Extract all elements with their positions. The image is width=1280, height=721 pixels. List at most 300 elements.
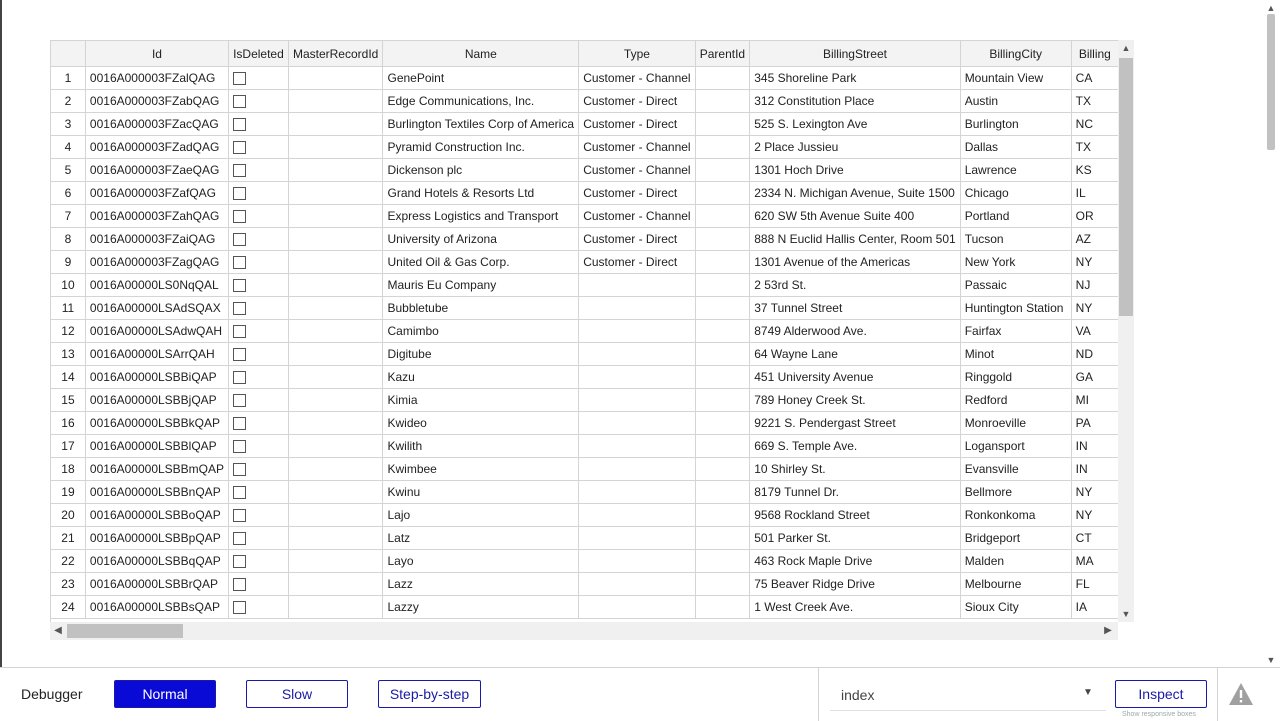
is-deleted-cell[interactable] [229,435,289,458]
type-cell[interactable]: Customer - Direct [579,182,695,205]
row-number-cell[interactable]: 4 [51,136,85,159]
column-header-isdeleted[interactable]: IsDeleted [229,41,289,67]
warning-icon[interactable] [1228,682,1254,706]
type-cell[interactable] [579,297,695,320]
is-deleted-checkbox[interactable] [233,348,246,361]
billing-street-cell[interactable]: 620 SW 5th Avenue Suite 400 [750,205,960,228]
billing-street-cell[interactable]: 8179 Tunnel Dr. [750,481,960,504]
vertical-scroll-thumb[interactable] [1119,58,1133,316]
is-deleted-cell[interactable] [229,159,289,182]
column-header-rownum[interactable] [51,41,85,67]
table-row[interactable] [51,458,1119,481]
name-cell[interactable]: Digitube [383,343,579,366]
id-cell[interactable]: 0016A00000LSBBrQAP [85,573,228,596]
is-deleted-cell[interactable] [229,90,289,113]
billing-street-cell[interactable]: 525 S. Lexington Ave [750,113,960,136]
column-header-name[interactable]: Name [383,41,579,67]
parent-id-cell[interactable] [695,550,750,573]
master-record-id-cell[interactable] [288,366,383,389]
billing-street-cell[interactable]: 669 S. Temple Ave. [750,435,960,458]
billing-state-cell[interactable]: IL [1071,182,1118,205]
row-number-cell[interactable]: 18 [51,458,85,481]
billing-city-cell[interactable]: Melbourne [960,573,1071,596]
parent-id-cell[interactable] [695,182,750,205]
billing-state-cell[interactable]: PA [1071,412,1118,435]
type-cell[interactable]: Customer - Direct [579,90,695,113]
type-cell[interactable] [579,481,695,504]
table-row[interactable] [51,527,1119,550]
master-record-id-cell[interactable] [288,481,383,504]
name-cell[interactable]: Bubbletube [383,297,579,320]
is-deleted-checkbox[interactable] [233,164,246,177]
id-cell[interactable]: 0016A00000LSBBjQAP [85,389,228,412]
is-deleted-checkbox[interactable] [233,95,246,108]
master-record-id-cell[interactable] [288,297,383,320]
is-deleted-cell[interactable] [229,596,289,619]
billing-state-cell[interactable]: NY [1071,481,1118,504]
billing-street-cell[interactable]: 1301 Hoch Drive [750,159,960,182]
billing-state-cell[interactable]: MA [1071,550,1118,573]
parent-id-cell[interactable] [695,297,750,320]
scroll-up-icon[interactable]: ▲ [1121,43,1131,53]
billing-city-cell[interactable]: New York [960,251,1071,274]
billing-street-cell[interactable]: 501 Parker St. [750,527,960,550]
name-cell[interactable]: Kazu [383,366,579,389]
type-cell[interactable] [579,504,695,527]
table-row[interactable] [51,136,1119,159]
billing-street-cell[interactable]: 2 53rd St. [750,274,960,297]
parent-id-cell[interactable] [695,159,750,182]
row-number-cell[interactable]: 17 [51,435,85,458]
name-cell[interactable]: Kimia [383,389,579,412]
is-deleted-checkbox[interactable] [233,394,246,407]
name-cell[interactable]: Camimbo [383,320,579,343]
is-deleted-checkbox[interactable] [233,118,246,131]
column-header-billingstreet[interactable]: BillingStreet [750,41,960,67]
billing-city-cell[interactable]: Ronkonkoma [960,504,1071,527]
billing-state-cell[interactable]: IN [1071,458,1118,481]
parent-id-cell[interactable] [695,113,750,136]
is-deleted-checkbox[interactable] [233,440,246,453]
column-header-billingcity[interactable]: BillingCity [960,41,1071,67]
is-deleted-checkbox[interactable] [233,302,246,315]
table-row[interactable] [51,205,1119,228]
id-cell[interactable]: 0016A00000LSBBpQAP [85,527,228,550]
billing-street-cell[interactable]: 10 Shirley St. [750,458,960,481]
billing-state-cell[interactable]: NJ [1071,274,1118,297]
billing-state-cell[interactable]: TX [1071,90,1118,113]
is-deleted-cell[interactable] [229,274,289,297]
row-number-cell[interactable]: 5 [51,159,85,182]
id-cell[interactable]: 0016A00000LSBBkQAP [85,412,228,435]
column-header-id[interactable]: Id [85,41,228,67]
is-deleted-cell[interactable] [229,343,289,366]
master-record-id-cell[interactable] [288,389,383,412]
table-row[interactable] [51,113,1119,136]
table-row[interactable] [51,297,1119,320]
parent-id-cell[interactable] [695,435,750,458]
name-cell[interactable]: Grand Hotels & Resorts Ltd [383,182,579,205]
row-number-cell[interactable]: 24 [51,596,85,619]
name-cell[interactable]: Dickenson plc [383,159,579,182]
master-record-id-cell[interactable] [288,113,383,136]
billing-street-cell[interactable]: 312 Constitution Place [750,90,960,113]
grid-vertical-scrollbar[interactable] [1118,40,1134,622]
step-by-step-mode-button[interactable]: Step-by-step [378,680,481,708]
is-deleted-checkbox[interactable] [233,233,246,246]
billing-city-cell[interactable]: Austin [960,90,1071,113]
is-deleted-cell[interactable] [229,412,289,435]
is-deleted-cell[interactable] [229,320,289,343]
table-row[interactable] [51,366,1119,389]
id-cell[interactable]: 0016A00000LS0NqQAL [85,274,228,297]
table-row[interactable] [51,90,1119,113]
name-cell[interactable]: Edge Communications, Inc. [383,90,579,113]
table-row[interactable] [51,343,1119,366]
master-record-id-cell[interactable] [288,136,383,159]
billing-city-cell[interactable]: Portland [960,205,1071,228]
is-deleted-cell[interactable] [229,205,289,228]
is-deleted-cell[interactable] [229,182,289,205]
is-deleted-checkbox[interactable] [233,509,246,522]
is-deleted-checkbox[interactable] [233,325,246,338]
type-cell[interactable] [579,274,695,297]
is-deleted-cell[interactable] [229,366,289,389]
master-record-id-cell[interactable] [288,573,383,596]
row-number-cell[interactable]: 9 [51,251,85,274]
billing-street-cell[interactable]: 2 Place Jussieu [750,136,960,159]
row-number-cell[interactable]: 12 [51,320,85,343]
billing-city-cell[interactable]: Minot [960,343,1071,366]
page-scroll-up-icon[interactable]: ▲ [1266,3,1276,13]
billing-city-cell[interactable]: Fairfax [960,320,1071,343]
id-cell[interactable]: 0016A000003FZacQAG [85,113,228,136]
master-record-id-cell[interactable] [288,343,383,366]
billing-city-cell[interactable]: Burlington [960,113,1071,136]
is-deleted-cell[interactable] [229,228,289,251]
row-number-cell[interactable]: 15 [51,389,85,412]
name-cell[interactable]: Express Logistics and Transport [383,205,579,228]
billing-state-cell[interactable]: CT [1071,527,1118,550]
name-cell[interactable]: United Oil & Gas Corp. [383,251,579,274]
type-cell[interactable]: Customer - Direct [579,251,695,274]
billing-state-cell[interactable]: IN [1071,435,1118,458]
table-row[interactable] [51,274,1119,297]
name-cell[interactable]: Pyramid Construction Inc. [383,136,579,159]
type-cell[interactable]: Customer - Direct [579,113,695,136]
billing-city-cell[interactable]: Monroeville [960,412,1071,435]
master-record-id-cell[interactable] [288,412,383,435]
billing-state-cell[interactable]: VA [1071,320,1118,343]
row-number-cell[interactable]: 2 [51,90,85,113]
type-cell[interactable] [579,458,695,481]
row-number-cell[interactable]: 20 [51,504,85,527]
table-row[interactable] [51,412,1119,435]
id-cell[interactable]: 0016A00000LSArrQAH [85,343,228,366]
table-row[interactable] [51,573,1119,596]
name-cell[interactable]: Kwimbee [383,458,579,481]
billing-state-cell[interactable]: NY [1071,297,1118,320]
parent-id-cell[interactable] [695,136,750,159]
row-number-cell[interactable]: 19 [51,481,85,504]
billing-street-cell[interactable]: 888 N Euclid Hallis Center, Room 501 [750,228,960,251]
billing-city-cell[interactable]: Mountain View [960,67,1071,90]
billing-street-cell[interactable]: 1301 Avenue of the Americas [750,251,960,274]
is-deleted-checkbox[interactable] [233,555,246,568]
is-deleted-checkbox[interactable] [233,210,246,223]
is-deleted-cell[interactable] [229,550,289,573]
master-record-id-cell[interactable] [288,90,383,113]
master-record-id-cell[interactable] [288,435,383,458]
is-deleted-cell[interactable] [229,573,289,596]
row-number-cell[interactable]: 6 [51,182,85,205]
is-deleted-cell[interactable] [229,504,289,527]
slow-mode-button[interactable]: Slow [246,680,348,708]
parent-id-cell[interactable] [695,228,750,251]
page-vertical-scrollbar[interactable] [1262,0,1280,668]
grid-horizontal-scrollbar[interactable] [50,622,1118,640]
row-number-cell[interactable]: 10 [51,274,85,297]
id-cell[interactable]: 0016A000003FZafQAG [85,182,228,205]
row-number-cell[interactable]: 23 [51,573,85,596]
is-deleted-checkbox[interactable] [233,256,246,269]
billing-city-cell[interactable]: Ringgold [960,366,1071,389]
name-cell[interactable]: GenePoint [383,67,579,90]
billing-state-cell[interactable]: NY [1071,504,1118,527]
billing-city-cell[interactable]: Evansville [960,458,1071,481]
row-number-cell[interactable]: 22 [51,550,85,573]
id-cell[interactable]: 0016A00000LSBBsQAP [85,596,228,619]
billing-street-cell[interactable]: 8749 Alderwood Ave. [750,320,960,343]
name-cell[interactable]: University of Arizona [383,228,579,251]
id-cell[interactable]: 0016A000003FZadQAG [85,136,228,159]
table-row[interactable] [51,228,1119,251]
billing-street-cell[interactable]: 2334 N. Michigan Avenue, Suite 1500 [750,182,960,205]
scroll-down-icon[interactable]: ▼ [1121,609,1131,619]
table-row[interactable] [51,481,1119,504]
billing-street-cell[interactable]: 64 Wayne Lane [750,343,960,366]
billing-state-cell[interactable]: CA [1071,67,1118,90]
id-cell[interactable]: 0016A000003FZahQAG [85,205,228,228]
id-cell[interactable]: 0016A00000LSBBmQAP [85,458,228,481]
id-cell[interactable]: 0016A000003FZabQAG [85,90,228,113]
id-cell[interactable]: 0016A000003FZaeQAG [85,159,228,182]
row-number-cell[interactable]: 16 [51,412,85,435]
row-number-cell[interactable]: 13 [51,343,85,366]
is-deleted-cell[interactable] [229,527,289,550]
master-record-id-cell[interactable] [288,458,383,481]
scroll-left-icon[interactable]: ◀ [54,625,62,636]
row-number-cell[interactable]: 21 [51,527,85,550]
billing-city-cell[interactable]: Bellmore [960,481,1071,504]
parent-id-cell[interactable] [695,90,750,113]
type-cell[interactable] [579,343,695,366]
type-cell[interactable] [579,366,695,389]
type-cell[interactable]: Customer - Channel [579,159,695,182]
is-deleted-cell[interactable] [229,481,289,504]
row-number-cell[interactable]: 14 [51,366,85,389]
table-row[interactable] [51,596,1119,619]
master-record-id-cell[interactable] [288,527,383,550]
type-cell[interactable]: Customer - Channel [579,136,695,159]
billing-street-cell[interactable]: 9221 S. Pendergast Street [750,412,960,435]
is-deleted-checkbox[interactable] [233,141,246,154]
type-cell[interactable] [579,435,695,458]
is-deleted-checkbox[interactable] [233,601,246,614]
type-cell[interactable] [579,573,695,596]
horizontal-scroll-thumb[interactable] [67,624,183,638]
billing-street-cell[interactable]: 463 Rock Maple Drive [750,550,960,573]
parent-id-cell[interactable] [695,343,750,366]
parent-id-cell[interactable] [695,504,750,527]
column-header-billing[interactable]: Billing [1071,41,1118,67]
type-cell[interactable] [579,389,695,412]
row-number-cell[interactable]: 7 [51,205,85,228]
table-row[interactable] [51,504,1119,527]
is-deleted-checkbox[interactable] [233,578,246,591]
is-deleted-checkbox[interactable] [233,532,246,545]
parent-id-cell[interactable] [695,274,750,297]
page-scroll-thumb[interactable] [1267,14,1275,150]
type-cell[interactable] [579,412,695,435]
id-cell[interactable]: 0016A00000LSBBqQAP [85,550,228,573]
parent-id-cell[interactable] [695,527,750,550]
chevron-down-icon[interactable]: ▼ [1083,687,1093,698]
billing-street-cell[interactable]: 37 Tunnel Street [750,297,960,320]
name-cell[interactable]: Lazzy [383,596,579,619]
table-row[interactable] [51,182,1119,205]
parent-id-cell[interactable] [695,205,750,228]
type-cell[interactable] [579,596,695,619]
row-number-cell[interactable]: 1 [51,67,85,90]
id-cell[interactable]: 0016A00000LSBBlQAP [85,435,228,458]
parent-id-cell[interactable] [695,458,750,481]
parent-id-cell[interactable] [695,596,750,619]
master-record-id-cell[interactable] [288,205,383,228]
is-deleted-cell[interactable] [229,389,289,412]
type-cell[interactable]: Customer - Channel [579,205,695,228]
inspect-button[interactable]: Inspect [1115,680,1207,708]
billing-state-cell[interactable]: OR [1071,205,1118,228]
id-cell[interactable]: 0016A000003FZalQAG [85,67,228,90]
is-deleted-checkbox[interactable] [233,486,246,499]
parent-id-cell[interactable] [695,573,750,596]
name-cell[interactable]: Latz [383,527,579,550]
master-record-id-cell[interactable] [288,320,383,343]
billing-street-cell[interactable]: 9568 Rockland Street [750,504,960,527]
parent-id-cell[interactable] [695,412,750,435]
show-responsive-boxes-caption[interactable]: Show responsive boxes [1122,711,1196,718]
name-cell[interactable]: Kwideo [383,412,579,435]
master-record-id-cell[interactable] [288,67,383,90]
name-cell[interactable]: Layo [383,550,579,573]
is-deleted-cell[interactable] [229,297,289,320]
is-deleted-checkbox[interactable] [233,417,246,430]
billing-city-cell[interactable]: Redford [960,389,1071,412]
is-deleted-cell[interactable] [229,251,289,274]
page-scroll-down-icon[interactable]: ▼ [1266,655,1276,665]
is-deleted-cell[interactable] [229,458,289,481]
master-record-id-cell[interactable] [288,504,383,527]
table-row[interactable] [51,251,1119,274]
column-header-parentid[interactable]: ParentId [695,41,750,67]
master-record-id-cell[interactable] [288,182,383,205]
billing-state-cell[interactable]: ND [1071,343,1118,366]
scroll-right-icon[interactable]: ▶ [1104,625,1112,636]
billing-state-cell[interactable]: KS [1071,159,1118,182]
master-record-id-cell[interactable] [288,159,383,182]
table-row[interactable] [51,435,1119,458]
is-deleted-checkbox[interactable] [233,463,246,476]
table-row[interactable] [51,159,1119,182]
billing-state-cell[interactable]: TX [1071,136,1118,159]
master-record-id-cell[interactable] [288,550,383,573]
billing-city-cell[interactable]: Lawrence [960,159,1071,182]
id-cell[interactable]: 0016A00000LSBBoQAP [85,504,228,527]
id-cell[interactable]: 0016A00000LSAdwQAH [85,320,228,343]
row-number-cell[interactable]: 11 [51,297,85,320]
parent-id-cell[interactable] [695,251,750,274]
name-cell[interactable]: Lazz [383,573,579,596]
billing-city-cell[interactable]: Logansport [960,435,1071,458]
master-record-id-cell[interactable] [288,274,383,297]
billing-state-cell[interactable]: FL [1071,573,1118,596]
type-cell[interactable] [579,527,695,550]
billing-street-cell[interactable]: 75 Beaver Ridge Drive [750,573,960,596]
type-cell[interactable] [579,320,695,343]
billing-state-cell[interactable]: IA [1071,596,1118,619]
master-record-id-cell[interactable] [288,251,383,274]
billing-street-cell[interactable]: 451 University Avenue [750,366,960,389]
id-cell[interactable]: 0016A00000LSAdSQAX [85,297,228,320]
parent-id-cell[interactable] [695,320,750,343]
is-deleted-cell[interactable] [229,67,289,90]
id-cell[interactable]: 0016A000003FZagQAG [85,251,228,274]
type-cell[interactable]: Customer - Channel [579,67,695,90]
is-deleted-checkbox[interactable] [233,72,246,85]
column-header-type[interactable]: Type [579,41,695,67]
billing-city-cell[interactable]: Malden [960,550,1071,573]
index-select[interactable] [830,680,1106,711]
name-cell[interactable]: Kwilith [383,435,579,458]
billing-city-cell[interactable]: Chicago [960,182,1071,205]
type-cell[interactable] [579,550,695,573]
id-cell[interactable]: 0016A00000LSBBiQAP [85,366,228,389]
is-deleted-checkbox[interactable] [233,371,246,384]
table-row[interactable] [51,67,1119,90]
master-record-id-cell[interactable] [288,228,383,251]
billing-street-cell[interactable]: 345 Shoreline Park [750,67,960,90]
parent-id-cell[interactable] [695,366,750,389]
billing-city-cell[interactable]: Dallas [960,136,1071,159]
billing-city-cell[interactable]: Passaic [960,274,1071,297]
name-cell[interactable]: Mauris Eu Company [383,274,579,297]
table-row[interactable] [51,320,1119,343]
billing-state-cell[interactable]: NY [1071,251,1118,274]
row-number-cell[interactable]: 3 [51,113,85,136]
table-row[interactable] [51,550,1119,573]
billing-state-cell[interactable]: GA [1071,366,1118,389]
billing-city-cell[interactable]: Tucson [960,228,1071,251]
parent-id-cell[interactable] [695,67,750,90]
billing-street-cell[interactable]: 789 Honey Creek St. [750,389,960,412]
parent-id-cell[interactable] [695,481,750,504]
id-cell[interactable]: 0016A000003FZaiQAG [85,228,228,251]
normal-mode-button[interactable]: Normal [114,680,216,708]
name-cell[interactable]: Lajo [383,504,579,527]
billing-state-cell[interactable]: MI [1071,389,1118,412]
billing-street-cell[interactable]: 1 West Creek Ave. [750,596,960,619]
